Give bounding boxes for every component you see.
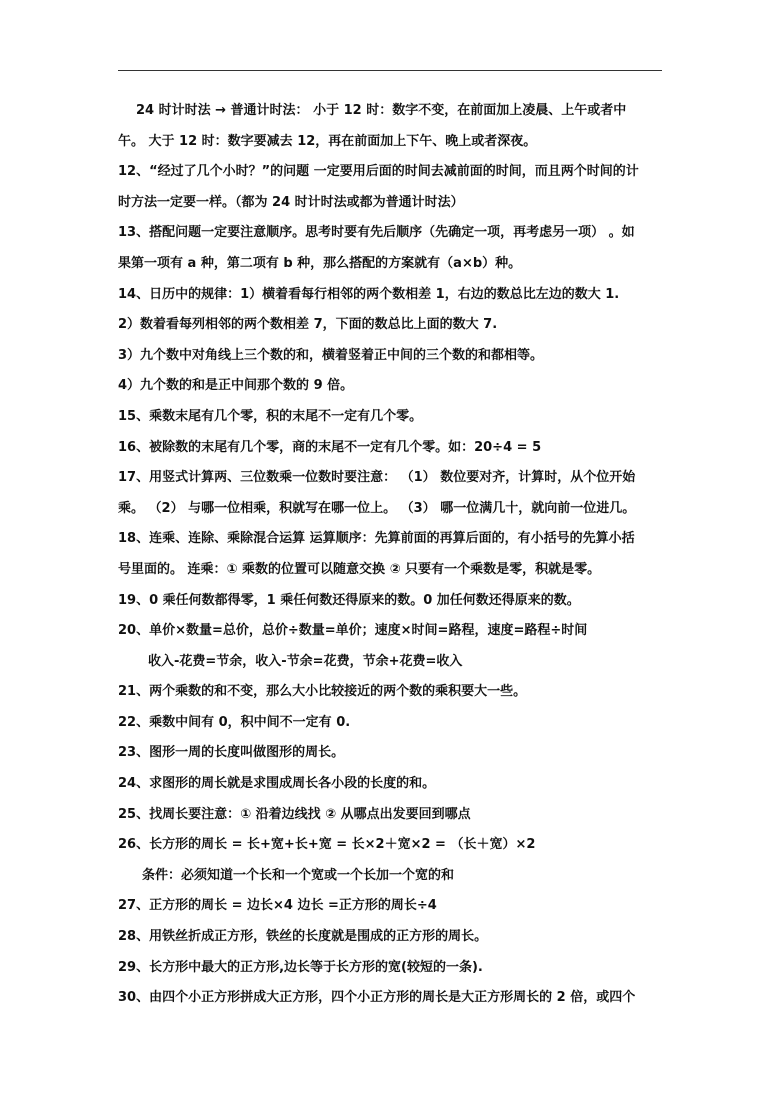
text-line: 25、找周长要注意：① 沿着边线找 ② 从哪点出发要回到哪点 [118,806,471,822]
text-line: 乘。 （2） 与哪一位相乘，积就写在哪一位上。 （3） 哪一位满几十，就向前一位进几。 [118,500,636,516]
text-line: 24、求图形的周长就是求围成周长各小段的长度的和。 [118,776,436,792]
text-line: 2）数着看每列相邻的两个数相差 7，下面的数总比上面的数大 7. [118,317,498,333]
document-body [118,96,668,1014]
text-line: 17、用竖式计算两、三位数乘一位数时要注意： （1） 数位要对齐，计算时，从个位开始 [118,470,636,486]
text-line: 收入-花费=节余，收入-节余=花费，节余+花费=收入 [148,653,463,669]
text-line: 22、乘数中间有 0，积中间不一定有 0. [118,714,351,730]
header-rule [118,70,662,71]
text-line: 16、被除数的末尾有几个零，商的末尾不一定有几个零。如：20÷4 = 5 [118,439,542,455]
text-line: 28、用铁丝折成正方形，铁丝的长度就是围成的正方形的周长。 [118,929,488,945]
text-line: 13、搭配问题一定要注意顺序。思考时要有先后顺序（先确定一项，再考虑另一项） 。如 [118,225,635,241]
text-line: 26、长方形的周长 = 长+宽+长+宽 = 长×2＋宽×2 = （长＋宽）×2 [118,837,536,853]
text-line: 23、图形一周的长度叫做图形的周长。 [118,745,345,761]
text-line: 午。 大于 12 时：数字要减去 12，再在前面加上下午、晚上或者深夜。 [118,133,537,149]
text-line: 30、由四个小正方形拼成大正方形，四个小正方形的周长是大正方形周长的 2 倍，或四个 [118,990,636,1006]
text-line: 4）九个数的和是正中间那个数的 9 倍。 [118,378,354,394]
text-line: 29、长方形中最大的正方形,边长等于长方形的宽(较短的一条). [118,959,483,975]
text-line: 条件：必须知道一个长和一个宽或一个长加一个宽的和 [142,867,455,883]
text-line: 24 时计时法 → 普通计时法： 小于 12 时：数字不变，在前面加上凌晨、上午或者中 [136,103,627,118]
text-line: 12、“经过了几个小时？”的问题 一定要用后面的时间去减前面的时间，而且两个时间的计 [118,164,639,180]
text-line: 时方法一定要一样。（都为 24 时计时法或都为普通计时法） [118,194,464,210]
text-line: 15、乘数末尾有几个零，积的末尾不一定有几个零。 [118,408,423,424]
text-line: 27、正方形的周长 = 边长×4 边长 =正方形的周长÷4 [118,898,437,914]
text-line: 号里面的。 连乘：① 乘数的位置可以随意交换 ② 只要有一个乘数是零，积就是零。 [118,561,601,577]
text-line: 18、连乘、连除、乘除混合运算 运算顺序：先算前面的再算后面的，有小括号的先算小括 [118,531,635,547]
text-line: 21、两个乘数的和不变，那么大小比较接近的两个数的乘积要大一些。 [118,684,527,700]
text-line: 3）九个数中对角线上三个数的和，横着竖着正中间的三个数的和都相等。 [118,347,544,363]
text-line: 20、单价×数量=总价，总价÷数量=单价；速度×时间=路程，速度=路程÷时间 [118,623,588,639]
text-line: 果第一项有 a 种，第二项有 b 种，那么搭配的方案就有（a×b）种。 [118,255,522,271]
text-line: 19、0 乘任何数都得零，1 乘任何数还得原来的数。0 加任何数还得原来的数。 [118,592,580,608]
text-line: 14、日历中的规律：1）横着看每行相邻的两个数相差 1，右边的数总比左边的数大 1. [118,286,620,302]
